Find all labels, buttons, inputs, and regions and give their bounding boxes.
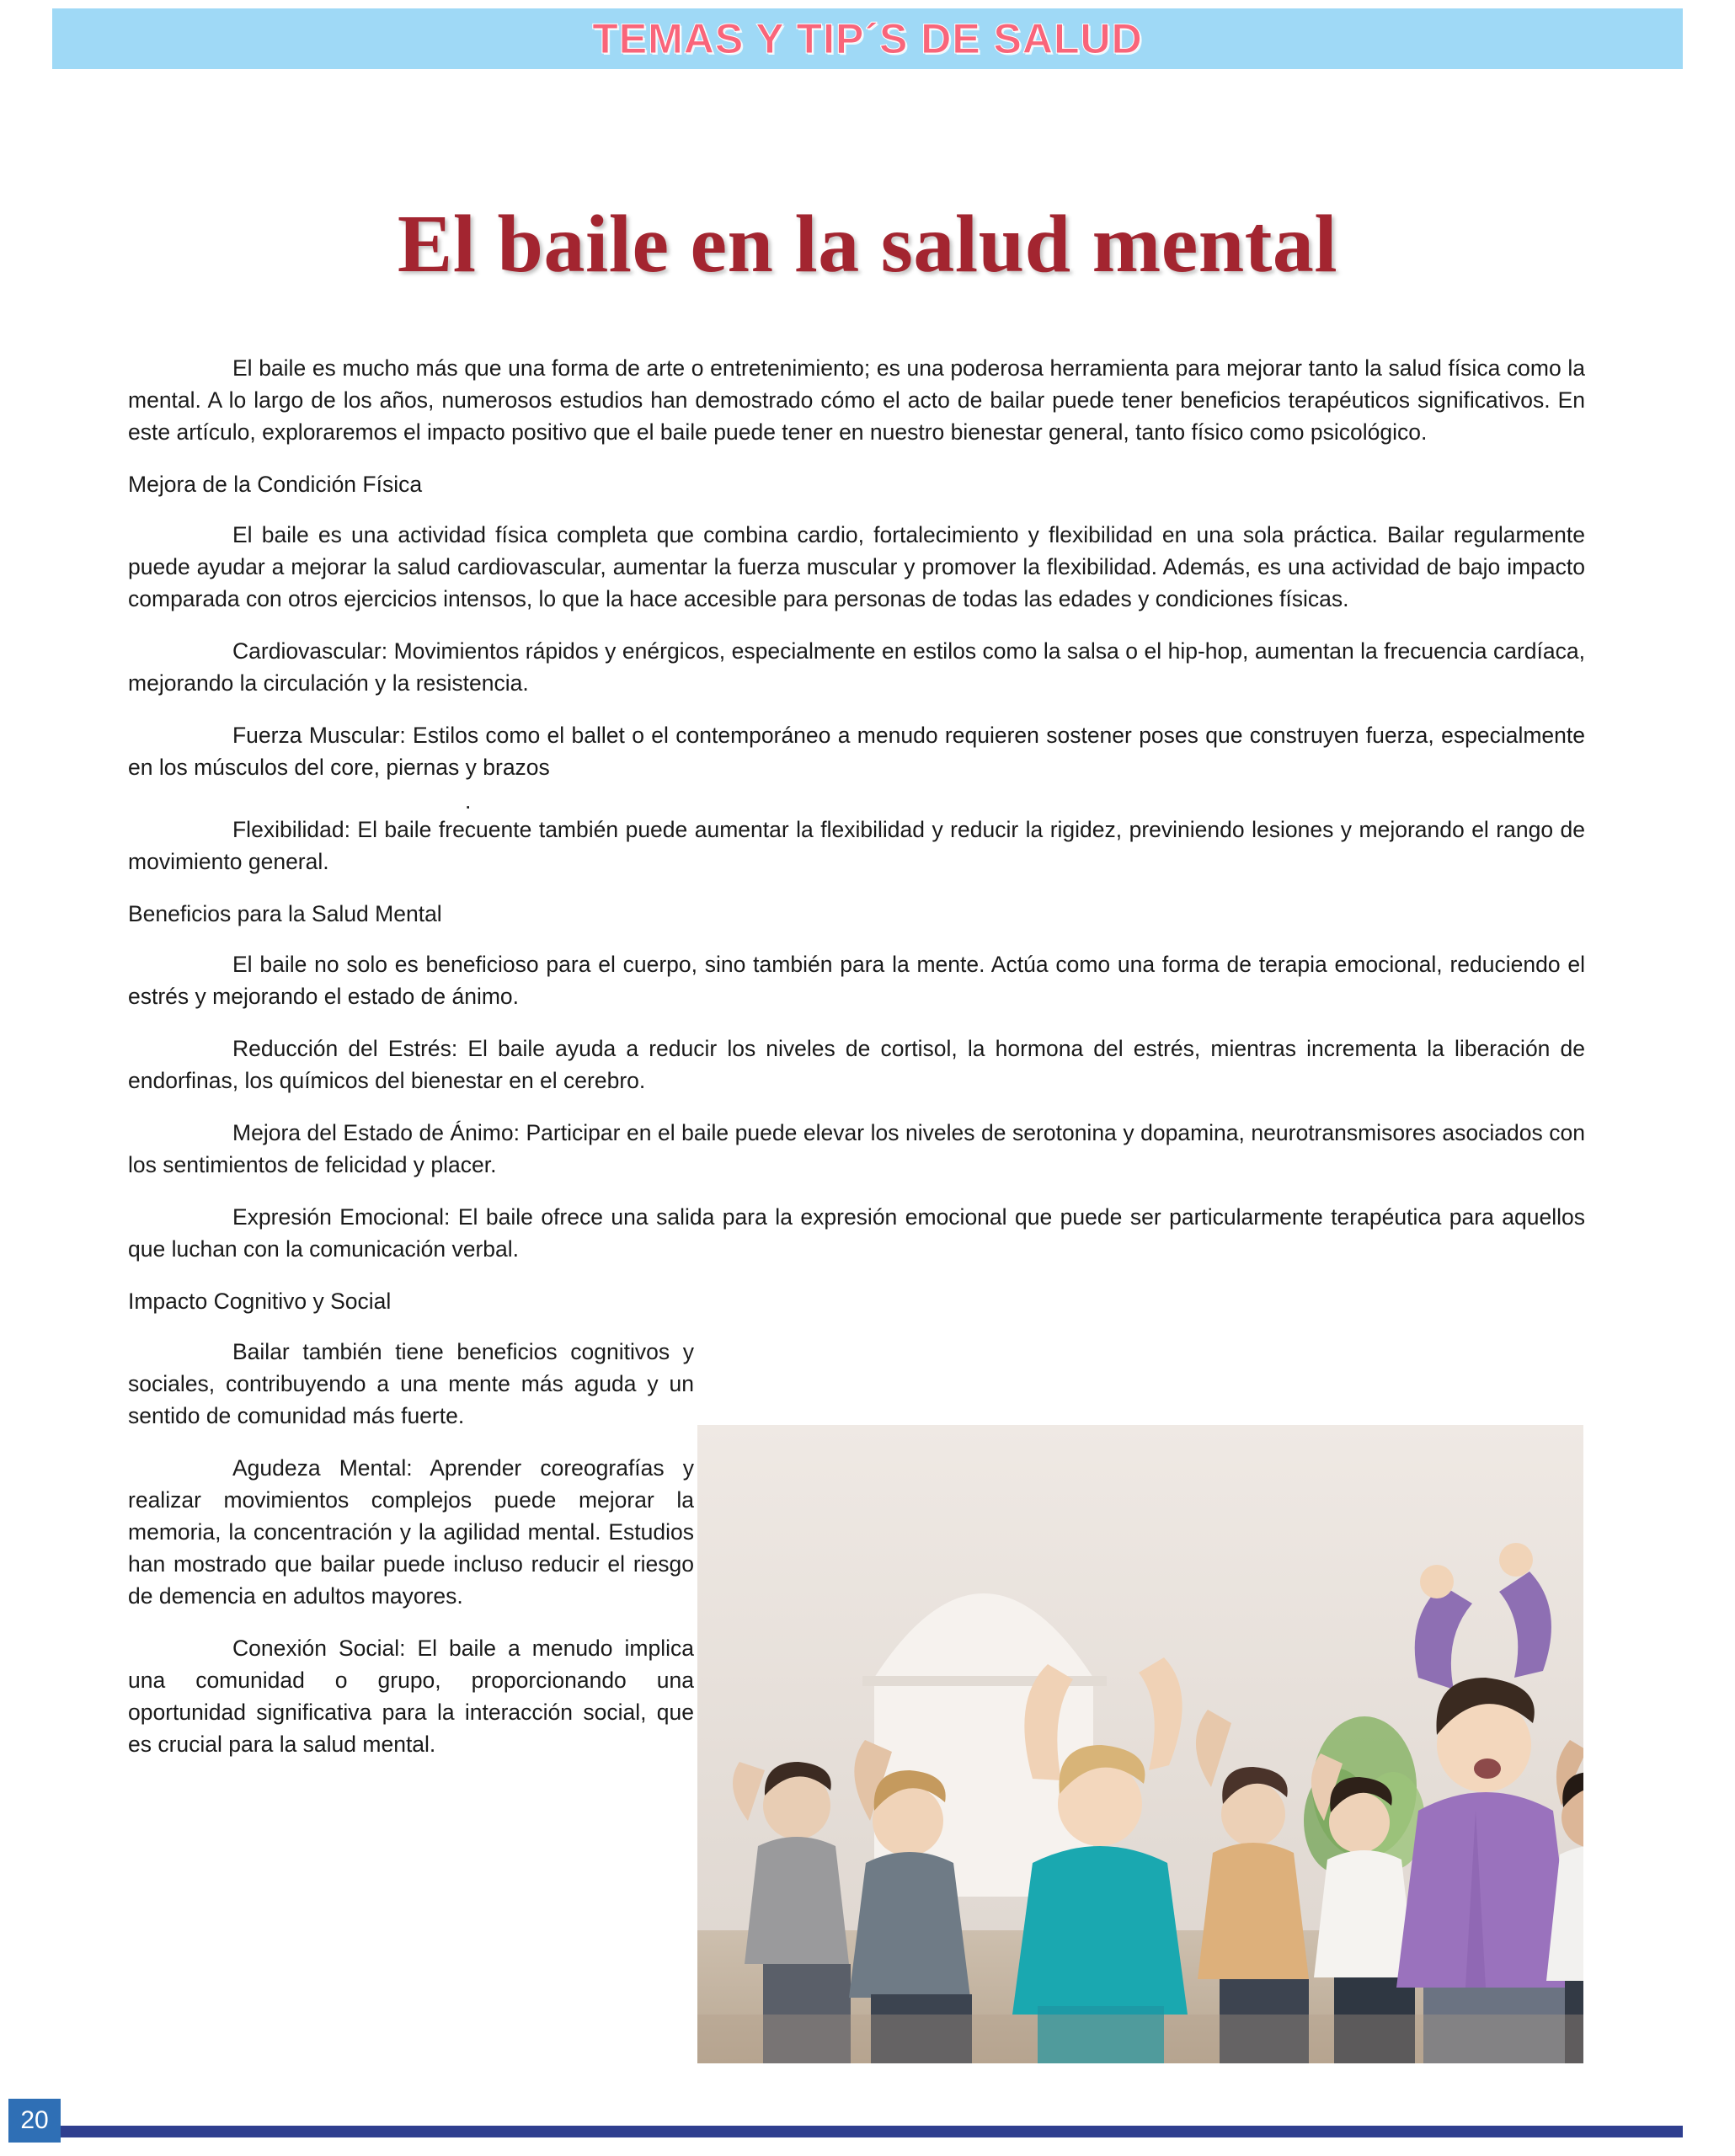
stray-dot: . [465, 788, 472, 814]
paragraph-cardiovascular: Cardiovascular: Movimientos rápidos y enérgicos, especialmente en estilos como la salsa o el hip-hop, aumentan la frecuencia cardíaca, mejorando la circulación y la resistencia. [128, 638, 1585, 696]
banner-title: TEMAS Y TIP´S DE SALUD [592, 15, 1143, 62]
dance-class-photo [697, 1425, 1583, 2063]
footer-bar [52, 2126, 1683, 2137]
section-heading-salud-mental: Beneficios para la Salud Mental [128, 901, 442, 926]
paragraph-expresion-emocional: Expresión Emocional: El baile ofrece una salida para la expresión emocional que puede ser particularmente terapéutica para aquellos que luchan con la comunicación verbal. [128, 1204, 1585, 1262]
photo-illustration [697, 1425, 1583, 2063]
section-heading-cognitivo-social: Impacto Cognitivo y Social [128, 1289, 392, 1314]
paragraph-fuerza-muscular: Fuerza Muscular: Estilos como el ballet o el contemporáneo a menudo requieren sostener poses que construyen fuerza, especialmente en los músculos del core, piernas y brazos [128, 723, 1585, 780]
paragraph-salud-mental-1: El baile no solo es beneficioso para el cuerpo, sino también para la mente. Actúa como una forma de terapia emocional, reduciendo el estrés y mejorando el estado de ánimo. [128, 952, 1585, 1009]
paragraph-agudeza-mental: Agudeza Mental: Aprender coreografías y realizar movimientos complejos puede mejorar la memoria, la concentración y la agilidad mental. Estudios han mostrado que bailar puede incluso reducir el riesgo de demencia en adultos mayores. [128, 1455, 694, 1609]
header-banner [52, 8, 1683, 69]
paragraph-reduccion-estres: Reducción del Estrés: El baile ayuda a reducir los niveles de cortisol, la hormona del estrés, mientras incrementa la liberación de endorfinas, los químicos del bienestar en el cerebro. [128, 1036, 1585, 1093]
paragraph-condicion-fisica-1: El baile es una actividad física completa que combina cardio, fortalecimiento y flexibilidad en una sola práctica. Bailar regularmente puede ayudar a mejorar la salud cardiovascular, aumentar la fuerza muscular y promover la flexibilidad. Además, es una actividad de bajo impacto comparada con otros ejercicios intensos, lo que la hace accesible para personas de todas las edades y condiciones físicas. [128, 522, 1585, 611]
page-number-badge: 20 [8, 2099, 61, 2143]
section-heading-condicion-fisica: Mejora de la Condición Física [128, 472, 423, 497]
page-title: El baile en la salud mental [397, 198, 1338, 290]
paragraph-conexion-social: Conexión Social: El baile a menudo implica una comunidad o grupo, proporcionando una oportunidad significativa para la interacción social, que es crucial para la salud mental. [128, 1636, 694, 1757]
paragraph-flexibilidad: Flexibilidad: El baile frecuente también puede aumentar la flexibilidad y reducir la rigidez, previniendo lesiones y mejorando el rango de movimiento general. [128, 817, 1585, 874]
paragraph-cognitivo-social-1: Bailar también tiene beneficios cognitivos y sociales, contribuyendo a una mente más aguda y un sentido de comunidad más fuerte. [128, 1339, 694, 1428]
paragraph-estado-animo: Mejora del Estado de Ánimo: Participar en el baile puede elevar los niveles de serotonina y dopamina, neurotransmisores asociados con los sentimientos de felicidad y placer. [128, 1120, 1585, 1177]
paragraph-intro: El baile es mucho más que una forma de arte o entretenimiento; es una poderosa herramienta para mejorar tanto la salud física como la mental. A lo largo de los años, numerosos estudios han demostrado cómo el acto de bailar puede tener beneficios terapéuticos significativos. En este artículo, exploraremos el impacto positivo que el baile puede tener en nuestro bienestar general, tanto físico como psicológico. [128, 355, 1585, 445]
